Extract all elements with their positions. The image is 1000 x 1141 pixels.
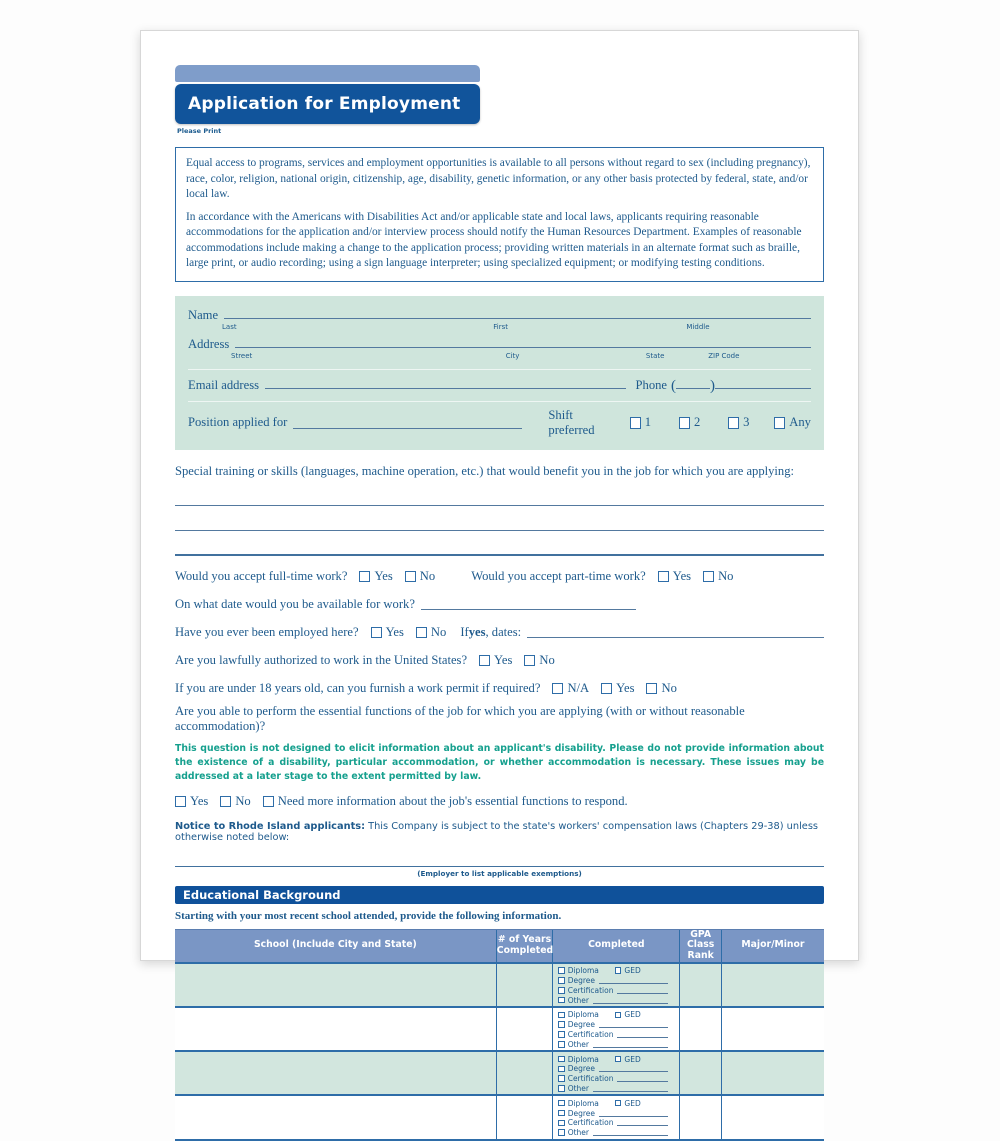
exemptions-input[interactable] xyxy=(175,866,824,867)
column-school: School (Include City and State) xyxy=(175,929,496,963)
permit-na-label: N/A xyxy=(567,680,590,695)
diploma-checkbox[interactable] xyxy=(558,1100,565,1107)
other-row: Other xyxy=(558,1039,674,1049)
authorized-row xyxy=(175,653,824,668)
form-title-bar xyxy=(175,84,480,124)
disability-note: This question is not designed to elicit information about an applicant's disability. Please do not provide information about the existence of a disability, particular accommodation, or whether accommodation is necessary. These issues may be addressed at a later stage to the extent permitted by law. xyxy=(175,742,824,783)
if-yes-suffix: , dates: xyxy=(485,624,522,639)
education-table xyxy=(175,929,824,1141)
email-label: Email address xyxy=(188,377,259,392)
please-print-label: Please Print xyxy=(177,127,222,135)
address-street-label: Street xyxy=(231,351,253,360)
full-time-question: Would you accept full-time work? xyxy=(175,568,348,583)
shift-3-checkbox[interactable] xyxy=(728,417,739,429)
certification-row: Certification xyxy=(558,985,674,995)
section-divider-line xyxy=(175,554,824,556)
authorized-yes-label: Yes xyxy=(494,652,513,667)
degree-checkbox[interactable] xyxy=(558,1110,565,1117)
permit-na-checkbox[interactable] xyxy=(552,683,563,694)
shift-1-label: 1 xyxy=(644,415,652,429)
name-input[interactable] xyxy=(224,306,811,319)
degree-input[interactable] xyxy=(599,1021,668,1028)
ged-checkbox[interactable] xyxy=(615,1012,622,1019)
diploma-checkbox[interactable] xyxy=(558,967,565,974)
ged-checkbox[interactable] xyxy=(615,1056,622,1063)
if-yes-bold: yes xyxy=(468,624,486,639)
certification-row: Certification xyxy=(558,1118,674,1128)
special-training-line-1[interactable] xyxy=(175,505,824,506)
other-checkbox[interactable] xyxy=(558,1041,565,1048)
part-time-question: Would you accept part-time work? xyxy=(471,568,646,583)
full-time-yes-label: Yes xyxy=(374,568,393,583)
major-minor-cell[interactable] xyxy=(721,963,824,1007)
certification-row: Certification xyxy=(558,1030,674,1040)
other-checkbox[interactable] xyxy=(558,1129,565,1136)
other-row: Other xyxy=(558,1128,674,1138)
phone-label: Phone xyxy=(635,377,667,392)
essential-no-label: No xyxy=(235,793,251,808)
other-input[interactable] xyxy=(593,1085,668,1092)
education-table-header-row xyxy=(175,929,824,963)
address-sublabels xyxy=(188,352,811,362)
full-time-no-label: No xyxy=(419,568,436,583)
part-time-yes-label: Yes xyxy=(672,568,692,583)
phone-area-input[interactable] xyxy=(676,377,710,389)
phone-paren-open: ( xyxy=(671,377,676,394)
school-cell[interactable] xyxy=(175,1007,496,1051)
essential-response-row xyxy=(175,794,824,809)
authorized-no-checkbox[interactable] xyxy=(524,655,535,666)
shift-preferred-label: Shift preferred xyxy=(548,407,595,437)
name-row xyxy=(188,306,811,323)
under-18-question: If you are under 18 years old, can you furnish a work permit if required? xyxy=(175,680,541,695)
permit-yes-checkbox[interactable] xyxy=(601,683,612,694)
ged-checkbox[interactable] xyxy=(615,967,622,974)
degree-checkbox[interactable] xyxy=(558,1066,565,1073)
authorized-yes-checkbox[interactable] xyxy=(479,655,490,666)
degree-row: Degree xyxy=(558,1064,674,1074)
need-more-info-label: Need more information about the job's essential functions to respond. xyxy=(277,793,628,808)
address-zip-label: ZIP Code xyxy=(708,351,740,360)
other-checkbox[interactable] xyxy=(558,997,565,1004)
completed-cell xyxy=(553,1007,680,1051)
major-minor-cell[interactable] xyxy=(721,1095,824,1139)
shift-3-label: 3 xyxy=(743,415,750,429)
gpa-class-rank-cell[interactable] xyxy=(680,1095,722,1139)
employed-here-question: Have you ever been employed here? xyxy=(175,624,359,639)
certification-input[interactable] xyxy=(617,1031,668,1038)
authorized-no-label: No xyxy=(539,652,555,667)
diploma-checkbox[interactable] xyxy=(558,1012,565,1019)
name-first-label: First xyxy=(493,322,508,331)
education-table-row xyxy=(175,1095,824,1139)
degree-input[interactable] xyxy=(599,1065,668,1072)
certification-checkbox[interactable] xyxy=(558,1075,565,1082)
certification-input[interactable] xyxy=(617,1075,668,1082)
rhode-island-notice xyxy=(175,821,824,843)
name-sublabels xyxy=(188,323,811,333)
other-row: Other xyxy=(558,1084,674,1094)
position-input[interactable] xyxy=(293,417,522,429)
phone-number-input[interactable] xyxy=(715,377,811,389)
degree-checkbox[interactable] xyxy=(558,1021,565,1028)
address-state-label: State xyxy=(645,351,665,360)
certification-checkbox[interactable] xyxy=(558,1120,565,1127)
name-middle-label: Middle xyxy=(686,322,710,331)
degree-row: Degree xyxy=(558,1108,674,1118)
degree-row: Degree xyxy=(558,976,674,986)
identity-panel xyxy=(175,296,824,450)
need-more-info-checkbox[interactable] xyxy=(263,796,274,807)
school-cell[interactable] xyxy=(175,1051,496,1095)
completed-cell xyxy=(553,1095,680,1139)
if-yes-prefix: If xyxy=(460,624,469,639)
certification-row: Certification xyxy=(558,1074,674,1084)
essential-yes-label: Yes xyxy=(190,793,209,808)
diploma-ged-row: Diploma GED xyxy=(558,966,674,976)
rhode-island-notice-lead: Notice to Rhode Island applicants: xyxy=(175,820,365,832)
part-time-no-checkbox[interactable] xyxy=(703,571,714,582)
phone-paren-close: ) xyxy=(710,377,715,394)
employed-yes-label: Yes xyxy=(385,624,404,639)
certification-input[interactable] xyxy=(617,1119,668,1126)
essential-no-checkbox[interactable] xyxy=(220,796,231,807)
form-title: Application for Employment xyxy=(188,94,461,114)
degree-input[interactable] xyxy=(599,977,668,984)
shift-2-checkbox[interactable] xyxy=(679,417,690,429)
eeo-notice-box xyxy=(175,147,824,282)
permit-no-checkbox[interactable] xyxy=(646,683,657,694)
completed-cell xyxy=(553,963,680,1007)
date-available-question: On what date would you be available for work? xyxy=(175,596,415,611)
essential-yes-checkbox[interactable] xyxy=(175,796,186,807)
gpa-class-rank-cell[interactable] xyxy=(680,963,722,1007)
shift-any-checkbox[interactable] xyxy=(774,417,785,429)
equal-access-paragraph: Equal access to programs, services and employment opportunities is available to all persons without regard to sex (including pregnancy), race, color, religion, national origin, citizenship, age, disability, genetic information, or any other basis protected by federal, state, and/or local law. xyxy=(186,157,811,200)
education-table-row xyxy=(175,963,824,1007)
education-table-row xyxy=(175,1007,824,1051)
other-input[interactable] xyxy=(593,1041,668,1048)
header-accent-bar xyxy=(175,65,480,82)
address-input[interactable] xyxy=(235,335,811,348)
years-completed-cell[interactable] xyxy=(496,1051,552,1095)
gpa-class-rank-cell[interactable] xyxy=(680,1051,722,1095)
completed-cell xyxy=(553,1051,680,1095)
address-city-label: City xyxy=(505,351,520,360)
employed-here-row xyxy=(175,625,824,640)
other-checkbox[interactable] xyxy=(558,1085,565,1092)
education-table-row xyxy=(175,1051,824,1095)
special-training-line-2[interactable] xyxy=(175,530,824,531)
rhode-island-notice-body: This Company is subject to the state's workers' compensation laws (Chapters 29-38) unless otherwise noted below: xyxy=(175,820,819,843)
degree-input[interactable] xyxy=(599,1110,668,1117)
employer-exemptions-note: (Employer to list applicable exemptions) xyxy=(417,868,582,878)
essential-functions-question: Are you able to perform the essential functions of the job for which you are applying (with or without reasonable accommodation)? xyxy=(175,703,745,733)
shift-1-checkbox[interactable] xyxy=(630,417,641,429)
application-form-sheet xyxy=(140,30,859,1138)
under-18-row xyxy=(175,681,824,696)
school-cell[interactable] xyxy=(175,1095,496,1139)
education-instructions: Starting with your most recent school attended, provide the following information. xyxy=(175,909,562,922)
diploma-checkbox[interactable] xyxy=(558,1056,565,1063)
employed-no-label: No xyxy=(430,624,447,639)
educational-background-header xyxy=(175,886,824,904)
ada-accommodations-paragraph: In accordance with the Americans with Disabilities Act and/or applicable state and local laws, applicants requiring reasonable accommodations for the application and/or interview process should notify the Human Resources Department. Examples of reasonable accommodations include making a change to the application process; providing written materials in an alternate format such as braille, large print, or audio recording; using a sign language interpreter; using specialized equipment; or modifying testing conditions. xyxy=(186,210,802,269)
degree-row: Degree xyxy=(558,1020,674,1030)
name-label: Name xyxy=(188,307,219,322)
email-input[interactable] xyxy=(265,376,626,389)
full-time-yes-checkbox[interactable] xyxy=(359,571,370,582)
shift-any-label: Any xyxy=(789,415,811,429)
years-completed-cell[interactable] xyxy=(496,1007,552,1051)
full-time-no-checkbox[interactable] xyxy=(405,571,416,582)
ged-checkbox[interactable] xyxy=(615,1100,622,1107)
major-minor-cell[interactable] xyxy=(721,1051,824,1095)
employment-dates-input[interactable] xyxy=(527,626,824,638)
employed-no-checkbox[interactable] xyxy=(416,627,427,638)
other-input[interactable] xyxy=(593,1129,668,1136)
diploma-ged-row: Diploma GED xyxy=(558,1054,674,1064)
authorized-question: Are you lawfully authorized to work in the United States? xyxy=(175,652,468,667)
permit-no-label: No xyxy=(661,680,677,695)
diploma-ged-row: Diploma GED xyxy=(558,1098,674,1108)
gpa-class-rank-cell[interactable] xyxy=(680,1007,722,1051)
name-last-label: Last xyxy=(222,322,237,331)
educational-background-title: Educational Background xyxy=(183,887,341,902)
special-training-question: Special training or skills (languages, machine operation, etc.) that would benefit you in the job for which you are applying: xyxy=(175,463,795,478)
work-type-row xyxy=(175,569,824,584)
address-label: Address xyxy=(188,336,230,351)
diploma-ged-row: Diploma GED xyxy=(558,1010,674,1020)
certification-checkbox[interactable] xyxy=(558,1031,565,1038)
permit-yes-label: Yes xyxy=(616,680,635,695)
column-major: Major/Minor xyxy=(721,929,824,963)
degree-checkbox[interactable] xyxy=(558,977,565,984)
part-time-yes-checkbox[interactable] xyxy=(658,571,669,582)
years-completed-cell[interactable] xyxy=(496,1095,552,1139)
part-time-no-label: No xyxy=(718,568,734,583)
date-available-row xyxy=(175,597,824,612)
date-available-input[interactable] xyxy=(421,598,636,610)
position-shift-row xyxy=(188,401,811,438)
shift-2-label: 2 xyxy=(693,415,701,429)
employed-yes-checkbox[interactable] xyxy=(371,627,382,638)
other-input[interactable] xyxy=(593,997,668,1004)
email-phone-row xyxy=(188,369,811,394)
address-row xyxy=(188,335,811,352)
column-gpa: GPA Class Rank xyxy=(680,929,722,963)
certification-checkbox[interactable] xyxy=(558,987,565,994)
column-years: # of Years Completed xyxy=(496,929,552,963)
position-label: Position applied for xyxy=(188,415,288,429)
major-minor-cell[interactable] xyxy=(721,1007,824,1051)
other-row: Other xyxy=(558,995,674,1005)
years-completed-cell[interactable] xyxy=(496,963,552,1007)
school-cell[interactable] xyxy=(175,963,496,1007)
column-completed: Completed xyxy=(553,929,680,963)
certification-input[interactable] xyxy=(617,987,668,994)
